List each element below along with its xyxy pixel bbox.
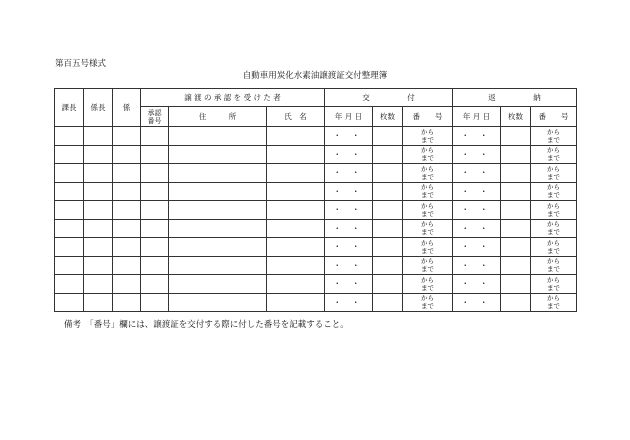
address-cell[interactable] — [169, 275, 267, 294]
section-chief-cell[interactable] — [55, 145, 84, 164]
header-section-chief: 課長 — [55, 89, 84, 127]
range-from-label: から — [421, 294, 435, 303]
range-from-label: から — [421, 146, 435, 155]
range-from-label: から — [547, 275, 561, 284]
header-approval-number-line1: 承認 — [147, 108, 162, 117]
range-to-label: まで — [547, 228, 561, 237]
name-cell[interactable] — [267, 256, 325, 275]
range-to-label: まで — [547, 283, 561, 292]
section-chief-cell[interactable] — [55, 219, 84, 238]
header-staff: 係 — [113, 89, 141, 127]
range-from-label: から — [421, 127, 435, 136]
issue-date-cell[interactable]: ・ ・ — [325, 219, 373, 238]
section-chief-cell[interactable] — [55, 238, 84, 257]
range-to-label: まで — [421, 172, 435, 181]
staff-cell[interactable] — [113, 219, 141, 238]
return-number-cell[interactable] — [531, 182, 577, 201]
range-to-label: まで — [421, 246, 435, 255]
issue-date-cell[interactable]: ・ ・ — [325, 164, 373, 183]
issue-count-cell[interactable] — [373, 256, 403, 275]
return-number-cell[interactable] — [531, 275, 577, 294]
section-chief-cell[interactable] — [55, 275, 84, 294]
table-row — [55, 201, 577, 220]
subsection-chief-cell[interactable] — [84, 219, 113, 238]
header-issue-group: 交 付 — [325, 89, 453, 107]
name-cell[interactable] — [267, 219, 325, 238]
range-to-label: まで — [547, 154, 561, 163]
issue-number-cell[interactable] — [403, 145, 453, 164]
staff-cell[interactable] — [113, 145, 141, 164]
issue-number-cell[interactable] — [403, 238, 453, 257]
approval-number-cell[interactable] — [141, 127, 169, 146]
range-from-label: から — [421, 257, 435, 266]
range-from-label: から — [421, 164, 435, 173]
table-row — [55, 238, 577, 257]
return-date-cell[interactable]: ・ ・ — [453, 219, 501, 238]
issue-number-cell[interactable] — [403, 256, 453, 275]
table-row — [55, 127, 577, 146]
address-cell[interactable] — [169, 219, 267, 238]
address-cell[interactable] — [169, 293, 267, 312]
header-name: 氏 名 — [267, 107, 325, 127]
return-count-cell[interactable] — [501, 275, 531, 294]
issue-number-cell[interactable] — [403, 219, 453, 238]
return-number-cell[interactable] — [531, 145, 577, 164]
issue-date-cell[interactable]: ・ ・ — [325, 127, 373, 146]
return-count-cell[interactable] — [501, 293, 531, 312]
return-count-cell[interactable] — [501, 201, 531, 220]
range-from-label: から — [547, 183, 561, 192]
return-number-cell[interactable] — [531, 201, 577, 220]
issue-date-cell[interactable]: ・ ・ — [325, 201, 373, 220]
return-count-cell[interactable] — [501, 145, 531, 164]
range-from-label: から — [547, 146, 561, 155]
range-from-label: から — [421, 275, 435, 284]
table-row — [55, 145, 577, 164]
header-approval-number — [141, 107, 169, 127]
name-cell[interactable] — [267, 164, 325, 183]
name-cell[interactable] — [267, 127, 325, 146]
issue-count-cell[interactable] — [373, 182, 403, 201]
range-from-label: から — [547, 220, 561, 229]
table-row — [55, 219, 577, 238]
range-from-label: から — [421, 220, 435, 229]
header-issue-number: 番 号 — [403, 107, 453, 127]
approval-number-cell[interactable] — [141, 219, 169, 238]
subsection-chief-cell[interactable] — [84, 238, 113, 257]
range-from-label: から — [547, 127, 561, 136]
section-chief-cell[interactable] — [55, 164, 84, 183]
address-cell[interactable] — [169, 127, 267, 146]
header-issue-count: 枚数 — [373, 107, 403, 127]
table-row — [55, 182, 577, 201]
approval-number-cell[interactable] — [141, 182, 169, 201]
range-to-label: まで — [421, 154, 435, 163]
return-count-cell[interactable] — [501, 127, 531, 146]
issue-count-cell[interactable] — [373, 293, 403, 312]
staff-cell[interactable] — [113, 275, 141, 294]
range-from-label: から — [547, 164, 561, 173]
document-title: 自動車用炭化水素油譲渡証交付整理簿 — [242, 71, 388, 81]
header-return-count: 枚数 — [501, 107, 531, 127]
range-from-label: から — [547, 257, 561, 266]
address-cell[interactable] — [169, 164, 267, 183]
issue-date-cell[interactable]: ・ ・ — [325, 256, 373, 275]
approval-number-cell[interactable] — [141, 145, 169, 164]
header-approval-group: 譲 渡 の 承 認 を 受 け た 者 — [141, 89, 325, 107]
range-to-label: まで — [547, 135, 561, 144]
issue-count-cell[interactable] — [373, 238, 403, 257]
return-date-cell[interactable]: ・ ・ — [453, 145, 501, 164]
table-row — [55, 275, 577, 294]
issue-number-cell[interactable] — [403, 275, 453, 294]
issue-count-cell[interactable] — [373, 201, 403, 220]
subsection-chief-cell[interactable] — [84, 293, 113, 312]
range-to-label: まで — [421, 265, 435, 274]
subsection-chief-cell[interactable] — [84, 127, 113, 146]
return-number-cell[interactable] — [531, 127, 577, 146]
table-row — [55, 164, 577, 183]
issue-date-cell[interactable]: ・ ・ — [325, 238, 373, 257]
header-return-date: 年 月 日 — [453, 107, 501, 127]
range-to-label: まで — [421, 209, 435, 218]
subsection-chief-cell[interactable] — [84, 275, 113, 294]
subsection-chief-cell[interactable] — [84, 164, 113, 183]
register-table — [54, 88, 577, 312]
return-count-cell[interactable] — [501, 164, 531, 183]
range-to-label: まで — [547, 302, 561, 311]
staff-cell[interactable] — [113, 164, 141, 183]
name-cell[interactable] — [267, 275, 325, 294]
issue-date-cell[interactable]: ・ ・ — [325, 275, 373, 294]
form-number: 第百五号様式 — [55, 59, 107, 69]
section-chief-cell[interactable] — [55, 127, 84, 146]
section-chief-cell[interactable] — [55, 182, 84, 201]
range-to-label: まで — [547, 246, 561, 255]
header-return-number: 番 号 — [531, 107, 577, 127]
issue-date-cell[interactable]: ・ ・ — [325, 145, 373, 164]
issue-count-cell[interactable] — [373, 127, 403, 146]
range-to-label: まで — [547, 172, 561, 181]
return-date-cell[interactable]: ・ ・ — [453, 275, 501, 294]
range-to-label: まで — [547, 191, 561, 200]
register-body — [55, 127, 577, 312]
address-cell[interactable] — [169, 238, 267, 257]
return-date-cell[interactable]: ・ ・ — [453, 127, 501, 146]
staff-cell[interactable] — [113, 238, 141, 257]
approval-number-cell[interactable] — [141, 275, 169, 294]
subsection-chief-cell[interactable] — [84, 145, 113, 164]
issue-number-cell[interactable] — [403, 182, 453, 201]
approval-number-cell[interactable] — [141, 293, 169, 312]
issue-count-cell[interactable] — [373, 145, 403, 164]
name-cell[interactable] — [267, 238, 325, 257]
range-from-label: から — [547, 238, 561, 247]
name-cell[interactable] — [267, 145, 325, 164]
header-address: 住 所 — [169, 107, 267, 127]
staff-cell[interactable] — [113, 127, 141, 146]
remark-note: 備考 「番号」欄には、譲渡証を交付する際に付した番号を記載すること。 — [64, 320, 349, 330]
return-number-cell[interactable] — [531, 293, 577, 312]
approval-number-cell[interactable] — [141, 238, 169, 257]
return-count-cell[interactable] — [501, 238, 531, 257]
issue-number-cell[interactable] — [403, 293, 453, 312]
range-to-label: まで — [421, 135, 435, 144]
table-row — [55, 293, 577, 312]
range-from-label: から — [421, 183, 435, 192]
return-number-cell[interactable] — [531, 256, 577, 275]
range-from-label: から — [547, 294, 561, 303]
issue-count-cell[interactable] — [373, 219, 403, 238]
return-number-cell[interactable] — [531, 219, 577, 238]
address-cell[interactable] — [169, 145, 267, 164]
issue-number-cell[interactable] — [403, 164, 453, 183]
return-date-cell[interactable]: ・ ・ — [453, 256, 501, 275]
range-from-label: から — [421, 238, 435, 247]
subsection-chief-cell[interactable] — [84, 256, 113, 275]
approval-number-cell[interactable] — [141, 256, 169, 275]
return-number-cell[interactable] — [531, 164, 577, 183]
address-cell[interactable] — [169, 182, 267, 201]
range-to-label: まで — [547, 209, 561, 218]
issue-date-cell[interactable]: ・ ・ — [325, 293, 373, 312]
issue-number-cell[interactable] — [403, 127, 453, 146]
section-chief-cell[interactable] — [55, 256, 84, 275]
return-date-cell[interactable]: ・ ・ — [453, 293, 501, 312]
return-number-cell[interactable] — [531, 238, 577, 257]
issue-number-cell[interactable] — [403, 201, 453, 220]
name-cell[interactable] — [267, 182, 325, 201]
return-date-cell[interactable]: ・ ・ — [453, 238, 501, 257]
return-count-cell[interactable] — [501, 182, 531, 201]
name-cell[interactable] — [267, 293, 325, 312]
return-count-cell[interactable] — [501, 219, 531, 238]
subsection-chief-cell[interactable] — [84, 201, 113, 220]
return-date-cell[interactable]: ・ ・ — [453, 201, 501, 220]
issue-count-cell[interactable] — [373, 275, 403, 294]
range-to-label: まで — [421, 228, 435, 237]
staff-cell[interactable] — [113, 293, 141, 312]
table-row — [55, 256, 577, 275]
section-chief-cell[interactable] — [55, 293, 84, 312]
range-to-label: まで — [547, 265, 561, 274]
address-cell[interactable] — [169, 201, 267, 220]
header-approval-number-line2: 番号 — [147, 116, 162, 125]
issue-count-cell[interactable] — [373, 164, 403, 183]
name-cell[interactable] — [267, 201, 325, 220]
range-from-label: から — [547, 201, 561, 210]
range-from-label: から — [421, 201, 435, 210]
header-issue-date: 年 月 日 — [325, 107, 373, 127]
return-count-cell[interactable] — [501, 256, 531, 275]
section-chief-cell[interactable] — [55, 201, 84, 220]
subsection-chief-cell[interactable] — [84, 182, 113, 201]
approval-number-cell[interactable] — [141, 201, 169, 220]
range-to-label: まで — [421, 191, 435, 200]
range-to-label: まで — [421, 302, 435, 311]
header-subsection-chief: 係長 — [84, 89, 113, 127]
staff-cell[interactable] — [113, 256, 141, 275]
approval-number-cell[interactable] — [141, 164, 169, 183]
address-cell[interactable] — [169, 256, 267, 275]
header-return-group: 返 納 — [453, 89, 577, 107]
staff-cell[interactable] — [113, 182, 141, 201]
range-to-label: まで — [421, 283, 435, 292]
staff-cell[interactable] — [113, 201, 141, 220]
return-date-cell[interactable]: ・ ・ — [453, 182, 501, 201]
issue-date-cell[interactable]: ・ ・ — [325, 182, 373, 201]
return-date-cell[interactable]: ・ ・ — [453, 164, 501, 183]
